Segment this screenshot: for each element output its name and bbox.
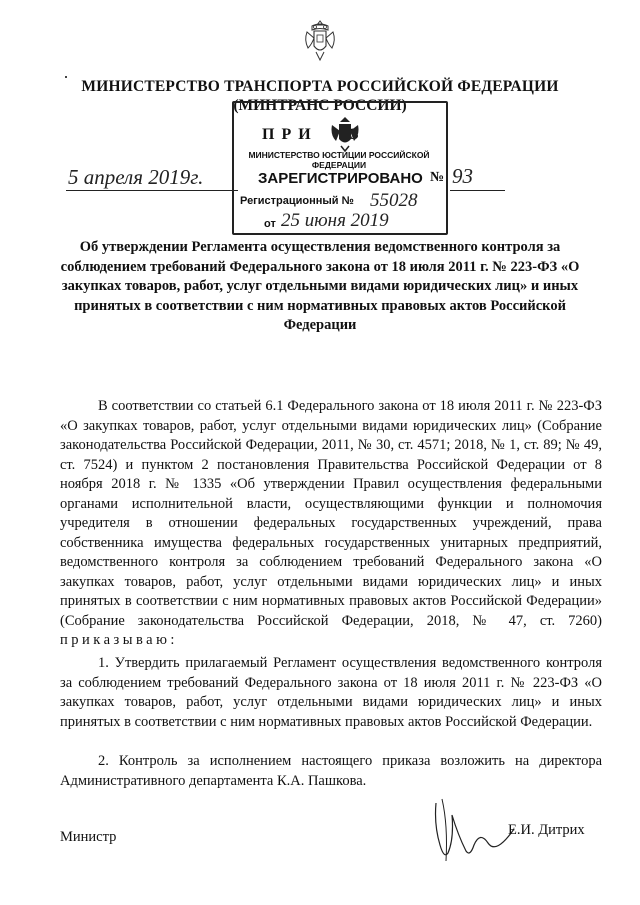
signer-role: Министр (60, 829, 117, 845)
preamble-paragraph (60, 397, 602, 651)
stamp-date: 25 июня 2019 (281, 210, 389, 231)
stamp-from-label: от (264, 218, 276, 230)
eagle-seal-icon (328, 113, 362, 153)
item-2-paragraph: 2. Контроль за исполнением настоящего приказа возложить на директора Административного департамента К.А. Пашкова. (60, 753, 602, 789)
signer-name: Е.И. Дитрих (508, 822, 585, 838)
stamp-regnum: 55028 (370, 190, 418, 211)
preamble-text: В соответствии со статьей 6.1 Федерального закона от 18 июля 2011 г. № 223-ФЗ «О закупках товаров, работ, услуг отдельными видами юридических лиц» (Собрание законодательства Российской Федерации, 2011, № 30, ст. 4571; 2018, № 1, ст. 89; № 49, ст. 7524) и пунктом 2 постановления Правительства Российской Федерации от 8 ноября 2018 г. № 1335 «Об утверждении Правил осуществления федеральными органами исполнительной власти, осуществляющими функции и полномочия учредителя в отношении федеральных государственных учреждений, права собственника имущества федеральных государственных унитарных предприятий, ведомственного контроля за соблюдением требований Федерального закона «О закупках товаров, работ, услуг отдельными видами юридических лиц» и иных принятых в соответствии с ним нормативных правовых актов Российской Федерации» (Собрание законодательства Российской Федерации, 2018, № 47, ст. 7260) (60, 398, 602, 629)
order-title: Об утверждении Регламента осуществления ведомственного контроля за соблюдением требований Федерального закона от 18 июля 2011 г. № 223-ФЗ «О закупках товаров, работ, услуг отдельными видами юридических лиц» и иных принятых в соответствии с ним нормативных правовых актов Российской Федерации (60, 239, 580, 334)
coat-of-arms-icon (302, 18, 338, 64)
item-1-paragraph: 1. Утвердить прилагаемый Регламент осуществления ведомственного контроля за соблюдением требований Федерального закона от 18 июля 2011 г. № 223-ФЗ «О закупках товаров, работ, услуг отдельными видами юридических лиц» и иных принятых в соответствии с ним нормативных правовых актов Российской Федерации. (60, 655, 602, 730)
order-word: приказываю: (60, 632, 178, 648)
order-date: 5 апреля 2019г. (68, 165, 204, 189)
doc-type-part-a: ПРИ (262, 126, 318, 143)
ministry-name: МИНИСТЕРСТВО ТРАНСПОРТА РОССИЙСКОЙ ФЕДЕРАЦИИ (81, 78, 559, 95)
order-number-prefix: № (430, 170, 445, 185)
ministry-abbr: (МИНТРАНС РОССИИ) (233, 97, 407, 114)
stamp-registered: ЗАРЕГИСТРИРОВАНО (258, 170, 423, 187)
stamp-regnum-label: Регистрационный № (240, 195, 354, 207)
stamp-organization: МИНИСТЕРСТВО ЮСТИЦИИ РОССИЙСКОЙ ФЕДЕРАЦИИ (248, 150, 430, 170)
number-underline (450, 190, 505, 191)
order-number: 93 (452, 164, 473, 188)
date-underline (66, 190, 238, 191)
